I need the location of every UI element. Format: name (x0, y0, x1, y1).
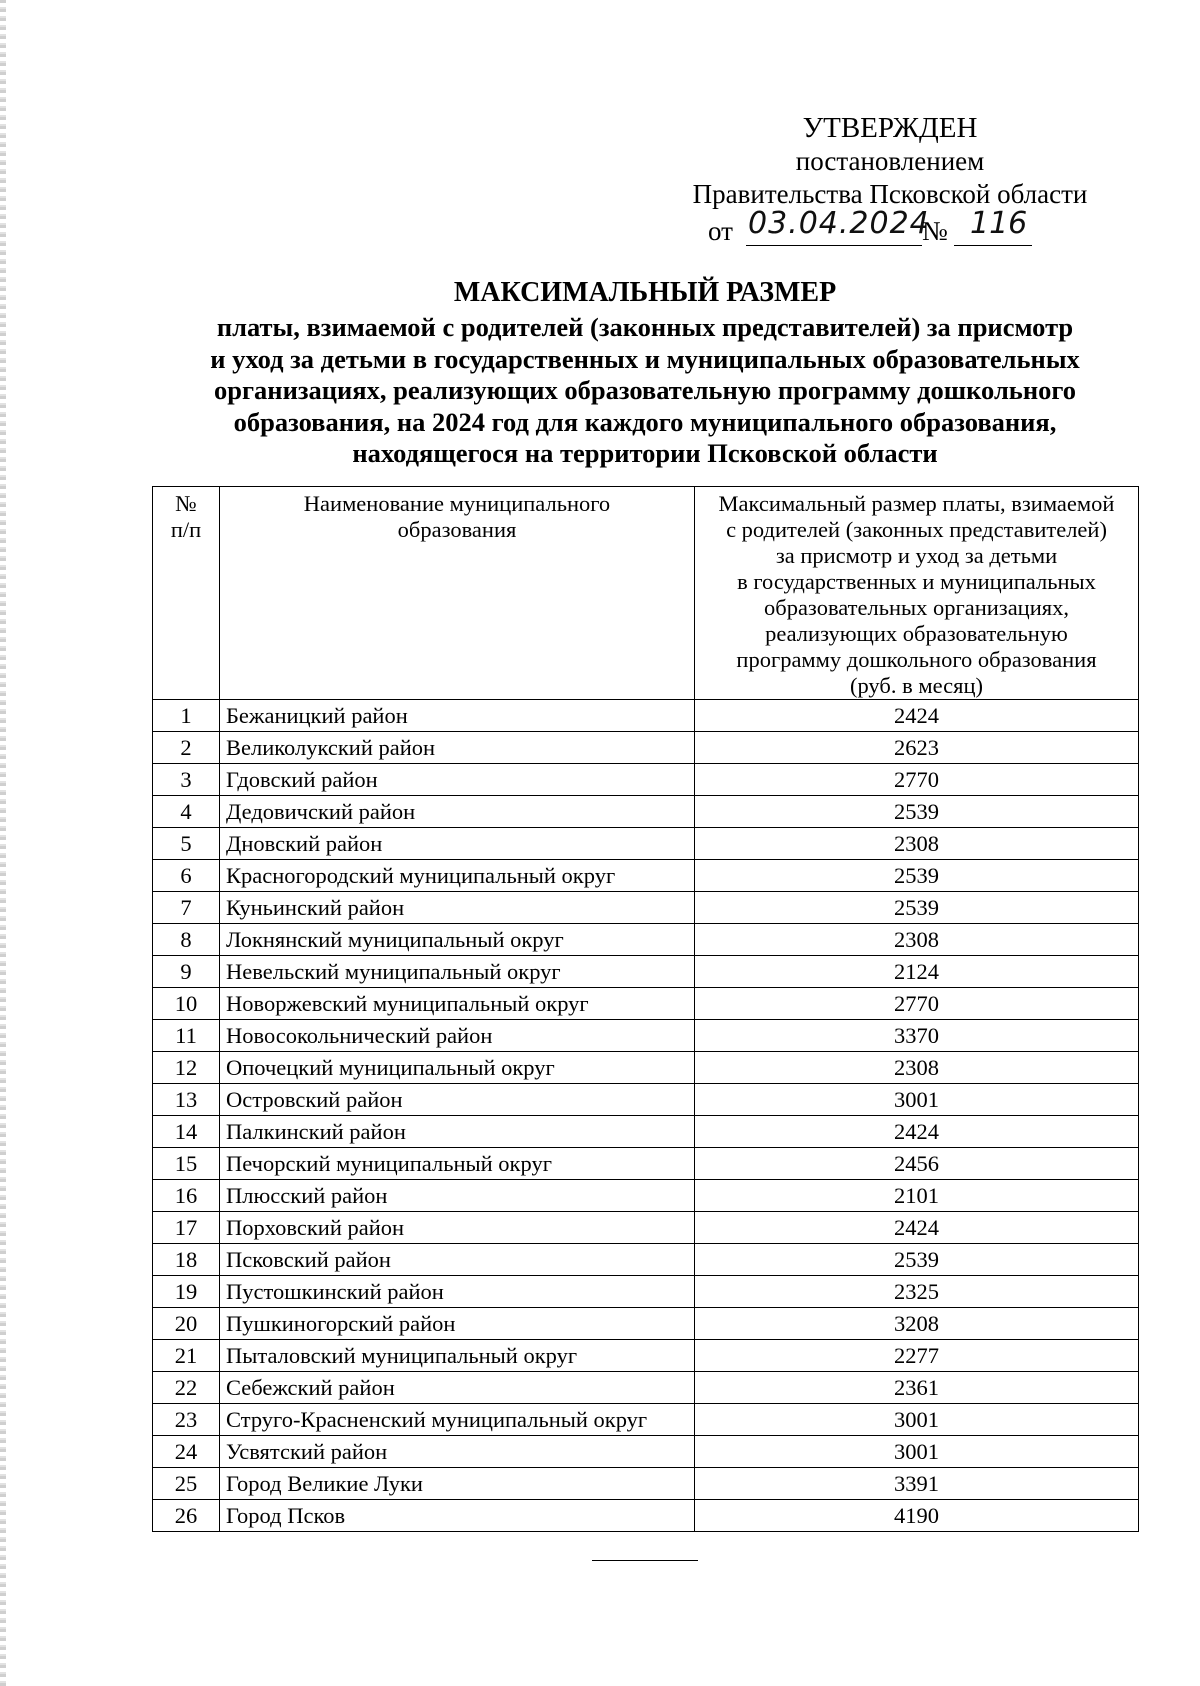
row-name: Псковский район (220, 1244, 695, 1276)
header-fee (695, 487, 1139, 700)
row-fee: 2539 (695, 796, 1139, 828)
row-fee: 2361 (695, 1372, 1139, 1404)
row-name: Печорский муниципальный округ (220, 1148, 695, 1180)
table-row (153, 988, 1139, 1020)
row-name: Локнянский муниципальный округ (220, 924, 695, 956)
header-num-line: № (175, 491, 197, 516)
row-fee: 2456 (695, 1148, 1139, 1180)
row-name: Дедовичский район (220, 796, 695, 828)
row-fee: 2308 (695, 828, 1139, 860)
row-name: Невельский муниципальный округ (220, 956, 695, 988)
row-num: 4 (153, 796, 220, 828)
row-num: 2 (153, 732, 220, 764)
header-fee-line: образовательных организациях, (764, 595, 1069, 620)
row-fee: 3001 (695, 1436, 1139, 1468)
row-name: Порховский район (220, 1212, 695, 1244)
row-num: 1 (153, 700, 220, 732)
row-num: 20 (153, 1308, 220, 1340)
row-num: 9 (153, 956, 220, 988)
row-num: 10 (153, 988, 220, 1020)
row-num: 17 (153, 1212, 220, 1244)
table-row (153, 828, 1139, 860)
row-num: 8 (153, 924, 220, 956)
header-fee-line: с родителей (законных представителей) (726, 517, 1107, 542)
fee-table (152, 486, 1139, 1532)
table-row (153, 1052, 1139, 1084)
row-fee: 2325 (695, 1276, 1139, 1308)
closing-rule (592, 1560, 698, 1561)
table-header-row (153, 487, 1139, 700)
scan-edge-artifact (0, 0, 6, 1686)
header-num (153, 487, 220, 700)
number-underline (954, 245, 1032, 246)
subtitle-line: образования, на 2024 год для каждого муниципального образования, (233, 406, 1057, 437)
row-fee: 2424 (695, 1116, 1139, 1148)
table-row (153, 1212, 1139, 1244)
row-name: Пустошкинский район (220, 1276, 695, 1308)
row-num: 22 (153, 1372, 220, 1404)
row-fee: 2277 (695, 1340, 1139, 1372)
row-fee: 2124 (695, 956, 1139, 988)
subtitle-line: находящегося на территории Псковской области (352, 438, 938, 468)
row-name: Город Псков (220, 1500, 695, 1532)
header-fee-line: Максимальный размер платы, взимаемой (718, 491, 1115, 516)
row-name: Островский район (220, 1084, 695, 1116)
row-num: 16 (153, 1180, 220, 1212)
row-fee: 2539 (695, 1244, 1139, 1276)
header-num-line: п/п (170, 517, 202, 542)
header-fee-line: (руб. в месяц) (849, 673, 983, 698)
row-num: 21 (153, 1340, 220, 1372)
row-fee: 3208 (695, 1308, 1139, 1340)
approval-line-2: Правительства Псковской области (692, 179, 1088, 209)
row-name: Опочецкий муниципальный округ (220, 1052, 695, 1084)
header-name-line: образования (397, 517, 517, 542)
date-prefix: от (708, 216, 733, 246)
row-num: 3 (153, 764, 220, 796)
subtitle-line: и уход за детьми в государственных и муниципальных образовательных (210, 343, 1080, 374)
header-fee-line: в государственных и муниципальных (737, 569, 1096, 594)
row-num: 14 (153, 1116, 220, 1148)
row-name: Пушкиногорский район (220, 1308, 695, 1340)
table-row (153, 1436, 1139, 1468)
row-num: 11 (153, 1020, 220, 1052)
row-fee: 3001 (695, 1404, 1139, 1436)
row-name: Бежаницкий район (220, 700, 695, 732)
row-name: Усвятский район (220, 1436, 695, 1468)
row-name: Новоржевский муниципальный округ (220, 988, 695, 1020)
approval-title: УТВЕРЖДЕН (802, 112, 978, 144)
row-fee: 2623 (695, 732, 1139, 764)
row-num: 6 (153, 860, 220, 892)
table-row (153, 732, 1139, 764)
row-fee: 3370 (695, 1020, 1139, 1052)
date-underline (746, 245, 922, 246)
table-row (153, 1372, 1139, 1404)
document-subtitle (150, 312, 1140, 470)
row-fee: 2539 (695, 892, 1139, 924)
row-num: 23 (153, 1404, 220, 1436)
handwritten-number: 116 (970, 206, 1028, 241)
table-row (153, 1276, 1139, 1308)
number-prefix: № (922, 216, 948, 246)
row-num: 12 (153, 1052, 220, 1084)
handwritten-date: 03.04.2024 (748, 206, 930, 241)
row-num: 7 (153, 892, 220, 924)
row-num: 5 (153, 828, 220, 860)
row-name: Пыталовский муниципальный округ (220, 1340, 695, 1372)
table-row (153, 1308, 1139, 1340)
row-fee: 2308 (695, 1052, 1139, 1084)
table-row (153, 700, 1139, 732)
header-name (220, 487, 695, 700)
row-num: 15 (153, 1148, 220, 1180)
row-num: 19 (153, 1276, 220, 1308)
row-fee: 2539 (695, 860, 1139, 892)
row-num: 13 (153, 1084, 220, 1116)
approval-stamp-block (640, 112, 1140, 247)
row-name: Гдовский район (220, 764, 695, 796)
row-num: 25 (153, 1468, 220, 1500)
table-row (153, 892, 1139, 924)
row-fee: 2101 (695, 1180, 1139, 1212)
table-row (153, 1500, 1139, 1532)
row-num: 26 (153, 1500, 220, 1532)
table-row (153, 1468, 1139, 1500)
row-name: Красногородский муниципальный округ (220, 860, 695, 892)
row-fee: 3391 (695, 1468, 1139, 1500)
header-name-line: Наименование муниципального (303, 491, 611, 516)
row-name: Новосокольнический район (220, 1020, 695, 1052)
table-body (153, 700, 1139, 1532)
table-row (153, 1404, 1139, 1436)
table-row (153, 1020, 1139, 1052)
header-fee-line: программу дошкольного образования (736, 647, 1097, 672)
table-row (153, 1084, 1139, 1116)
row-fee: 4190 (695, 1500, 1139, 1532)
table-row (153, 956, 1139, 988)
table-row (153, 1116, 1139, 1148)
row-fee: 2424 (695, 1212, 1139, 1244)
row-fee: 2308 (695, 924, 1139, 956)
table-row (153, 764, 1139, 796)
approval-date-number-row (626, 206, 1140, 247)
header-fee-line: реализующих образовательную (765, 621, 1068, 646)
row-name: Струго-Красненский муниципальный округ (220, 1404, 695, 1436)
row-name: Город Великие Луки (220, 1468, 695, 1500)
row-fee: 2424 (695, 700, 1139, 732)
row-name: Себежский район (220, 1372, 695, 1404)
subtitle-line: платы, взимаемой с родителей (законных представителей) за присмотр (216, 312, 1074, 342)
row-name: Палкинский район (220, 1116, 695, 1148)
row-name: Дновский район (220, 828, 695, 860)
row-name: Великолукский район (220, 732, 695, 764)
table-row (153, 796, 1139, 828)
row-name: Плюсский район (220, 1180, 695, 1212)
table-row (153, 1180, 1139, 1212)
row-fee: 2770 (695, 988, 1139, 1020)
table-row (153, 860, 1139, 892)
header-fee-line: за присмотр и уход за детьми (775, 543, 1058, 568)
document-title: МАКСИМАЛЬНЫЙ РАЗМЕР (453, 277, 837, 308)
row-num: 18 (153, 1244, 220, 1276)
approval-line-1: постановлением (795, 146, 985, 176)
row-num: 24 (153, 1436, 220, 1468)
table-row (153, 1148, 1139, 1180)
row-fee: 3001 (695, 1084, 1139, 1116)
table-row (153, 1244, 1139, 1276)
row-fee: 2770 (695, 764, 1139, 796)
table-row (153, 924, 1139, 956)
subtitle-line: организациях, реализующих образовательную программу дошкольного (214, 375, 1076, 405)
table-row (153, 1340, 1139, 1372)
row-name: Куньинский район (220, 892, 695, 924)
